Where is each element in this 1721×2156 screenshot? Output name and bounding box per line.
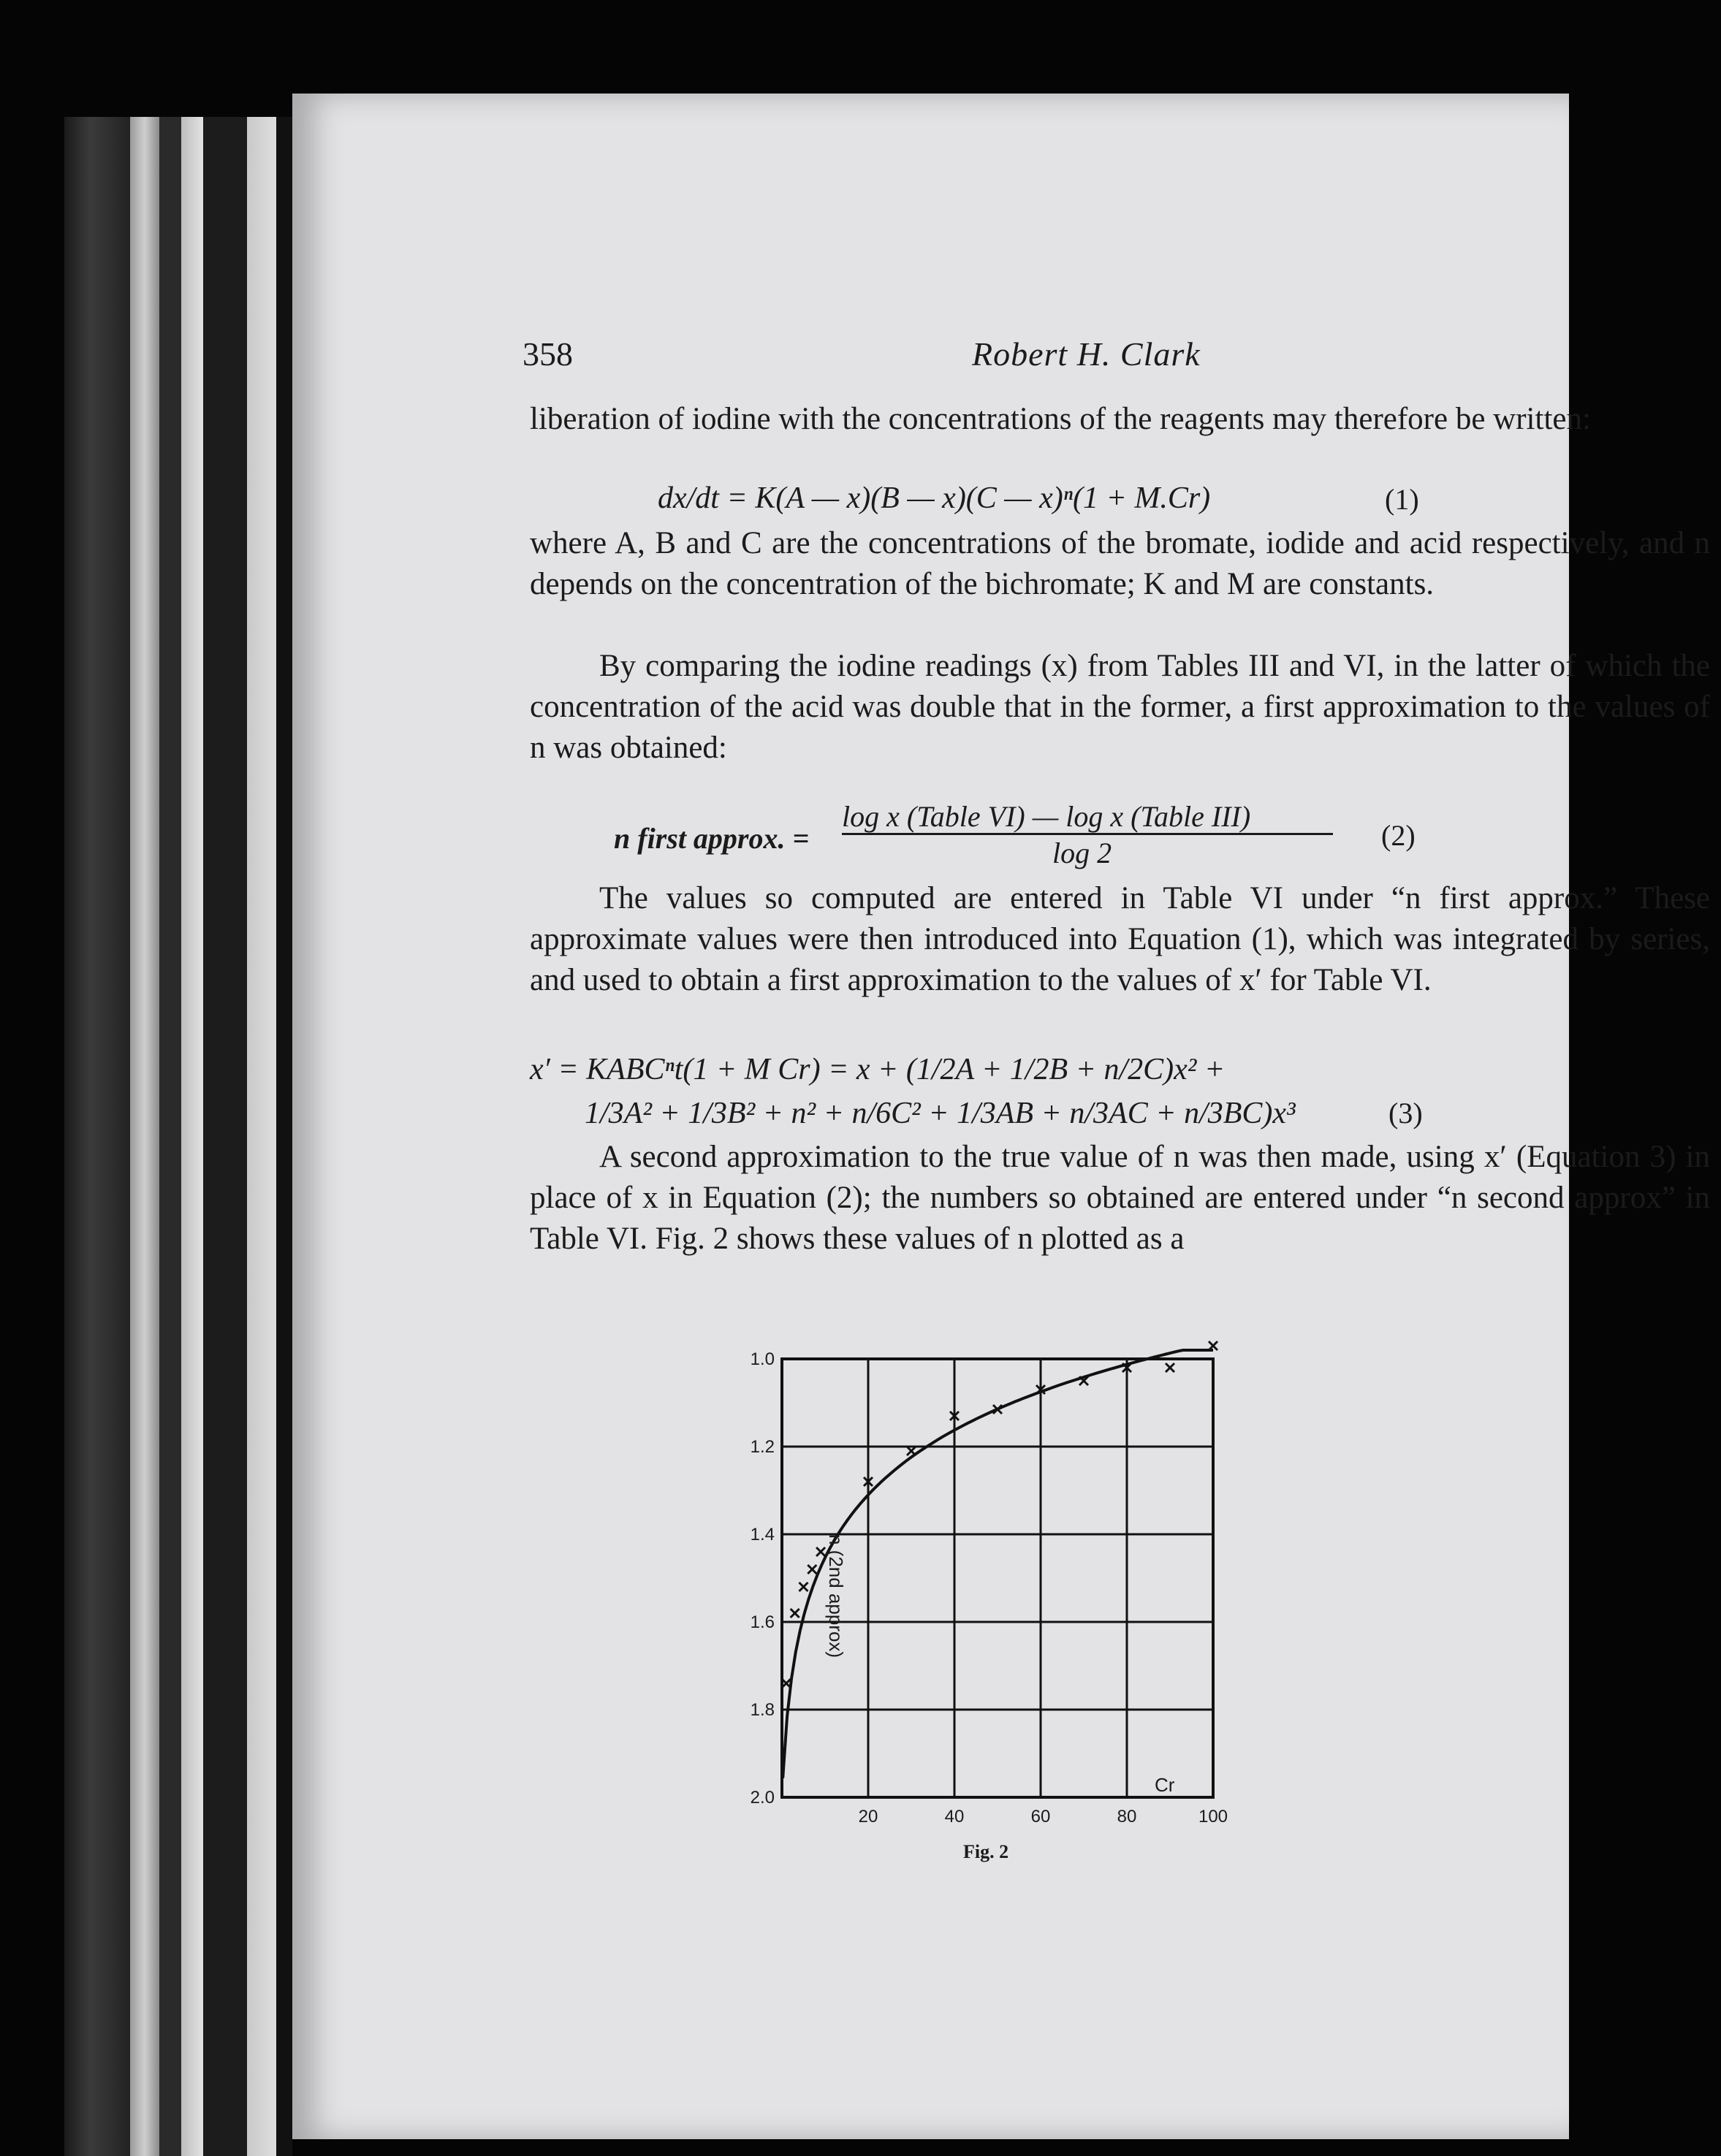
chart-y-ticks [751, 1349, 775, 1808]
paragraph-1: liberation of iodine with the concentrations of the reagents may therefore be written: [530, 402, 1591, 436]
fraction-bar [842, 833, 1333, 835]
data-point [816, 1547, 825, 1556]
y-tick-label: 1.0 [750, 1349, 775, 1369]
book-edge [181, 117, 203, 2156]
page-number: 358 [523, 335, 573, 373]
book-edge [64, 117, 130, 2156]
y-tick-label: 1.2 [750, 1437, 775, 1457]
x-tick-label: 60 [1030, 1807, 1051, 1826]
x-axis-label: Cr [1155, 1774, 1175, 1796]
data-point [799, 1582, 808, 1591]
book-edge [203, 117, 247, 2156]
data-point [1166, 1363, 1174, 1372]
y-tick-label: 1.6 [750, 1612, 775, 1632]
data-point [907, 1447, 916, 1455]
y-tick-label: 2.0 [750, 1788, 775, 1808]
equation-2-denominator: log 2 [1052, 837, 1112, 869]
equation-3-line-2: 1/3A² + 1/3B² + n² + n/6C² + 1/3AB + n/3AC + n/3BC)x³ [585, 1097, 1296, 1130]
y-tick-label: 1.4 [750, 1525, 775, 1544]
book-edge [276, 117, 292, 2156]
paragraph-4: The values so computed are entered in Table VI under “n first approx.” These approximate values were then introduced into Equation (1), which was integrated by series, and used to obtain a first approximation to the values of x′ for Table VI. [530, 881, 1710, 997]
book-edge [130, 117, 159, 2156]
x-tick-label: 40 [944, 1807, 965, 1826]
y-tick-label: 1.8 [750, 1700, 775, 1720]
book-edge [159, 117, 181, 2156]
paragraph-5: A second approximation to the true value of n was then made, using x′ (Equation 3) in place of x in Equation (2); the numbers so obtained are entered under “n second approx” in Table VI. Fig. 2 shows these values of n plotted as a [530, 1140, 1710, 1256]
equation-2-numerator: log x (Table VI) — log x (Table III) [842, 800, 1251, 833]
x-tick-label: 20 [858, 1807, 878, 1826]
book-edge [247, 117, 276, 2156]
equation-2-number: (2) [1381, 819, 1416, 852]
figure-2-chart [734, 1330, 1246, 1841]
equation-3-line-1: x′ = KABCⁿt(1 + M Cr) = x + (1/2A + 1/2B + n/2C)x² + [530, 1053, 1226, 1086]
x-tick-label: 80 [1117, 1807, 1137, 1826]
data-point [791, 1609, 799, 1618]
equation-3-number: (3) [1388, 1097, 1423, 1130]
x-tick-label: 100 [1198, 1807, 1228, 1826]
running-head: Robert H. Clark [972, 335, 1201, 373]
equation-1-number: (1) [1385, 483, 1419, 516]
chart-x-ticks [859, 1807, 1228, 1826]
figure-caption: Fig. 2 [963, 1841, 1009, 1862]
paragraph-3: By comparing the iodine readings (x) from Tables III and VI, in the latter of which the concentration of the acid was double that in the former, a first approximation to the values of n was obtained: [530, 649, 1710, 765]
y-axis-label: n (2nd approx) [825, 1534, 847, 1658]
paragraph-2: where A, B and C are the concentrations of the bromate, iodide and acid respectively, and n depends on the concentration of the bichromate; K and M are constants. [530, 526, 1710, 601]
equation-1: dx/dt = K(A — x)(B — x)(C — x)ⁿ(1 + M.Cr) [658, 481, 1211, 515]
equation-2-left: n first approx. = [614, 822, 810, 855]
data-point [808, 1565, 816, 1574]
